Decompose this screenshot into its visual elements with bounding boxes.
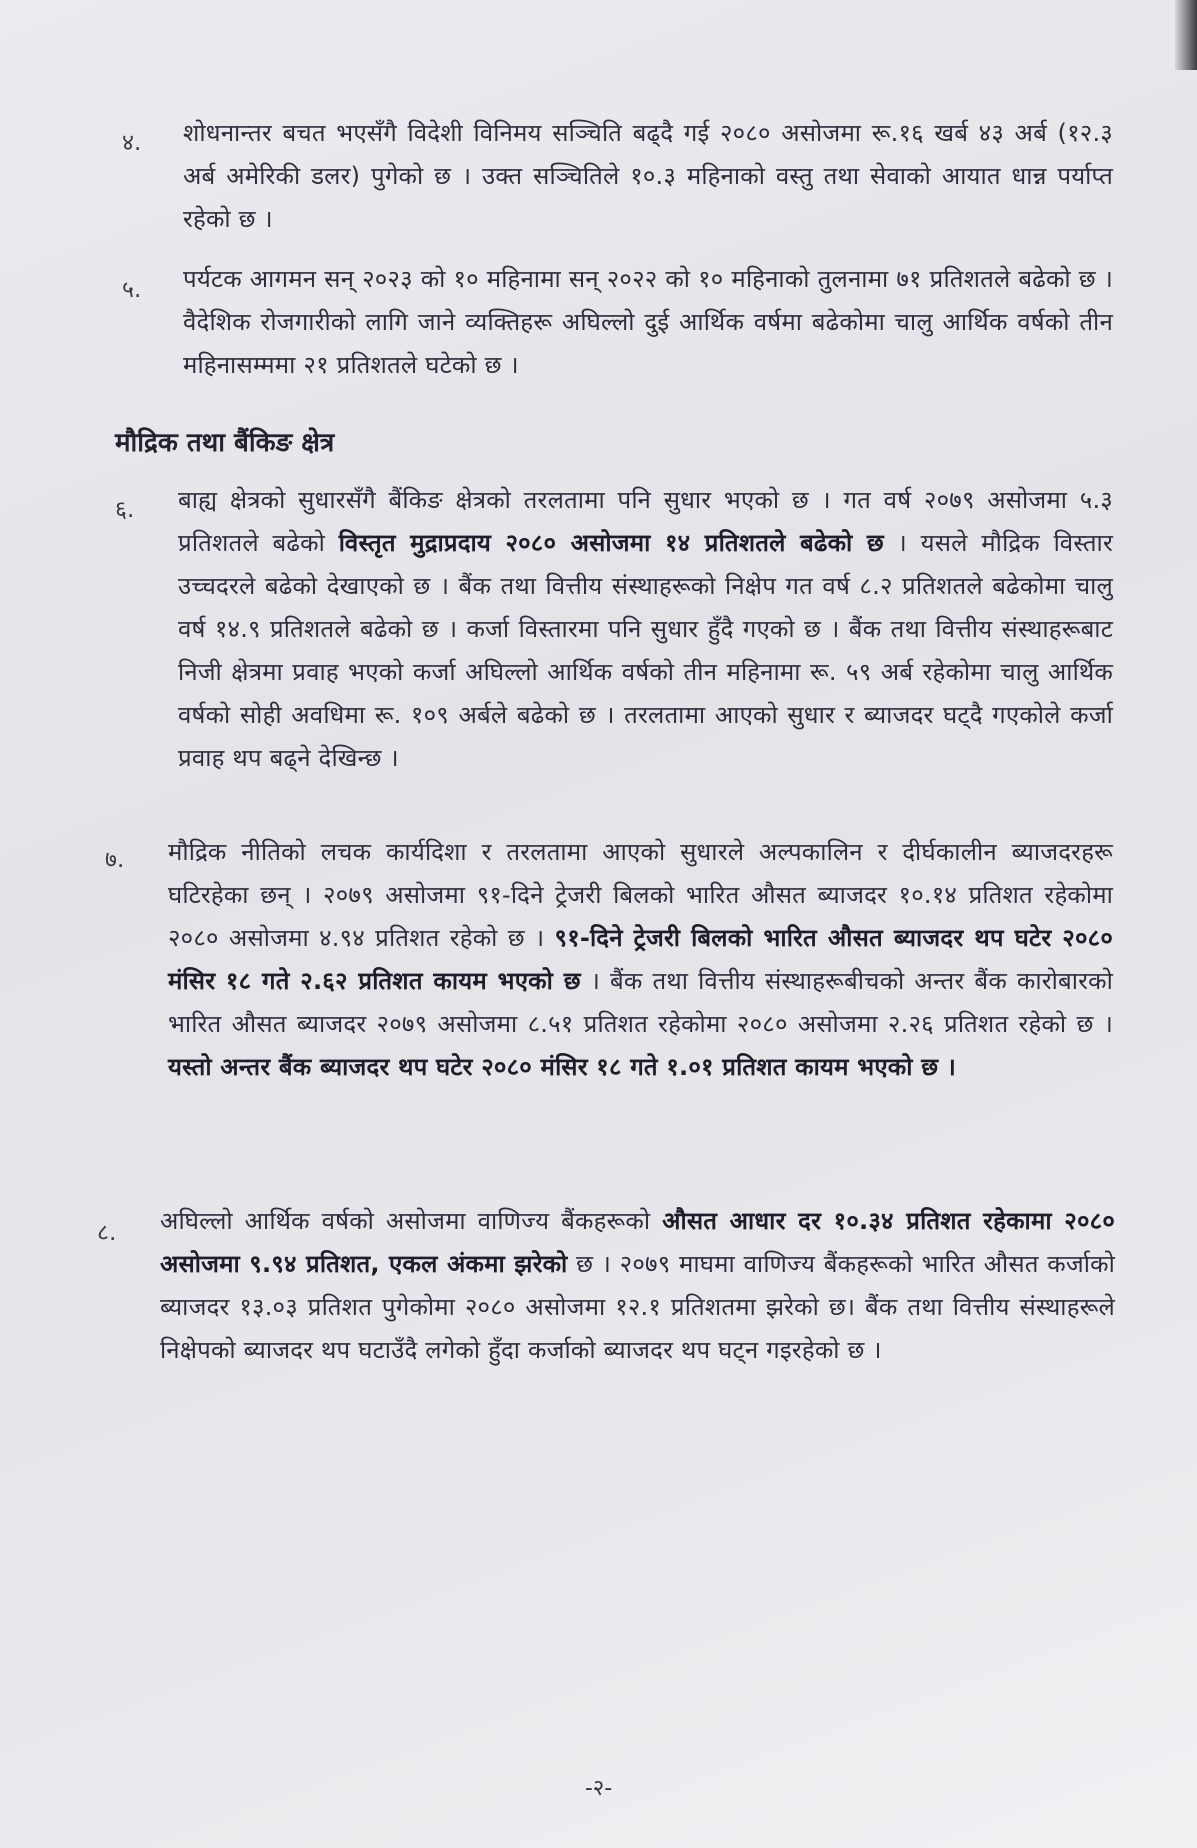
item-number-7: ७. xyxy=(105,847,125,873)
item-number-6: ६. xyxy=(115,497,135,523)
paragraph-bold-text: औसत आधार दर १०.३४ प्रतिशत रहेकामा २०८० असोजमा ९.९४ प्रतिशत, एकल अंकमा झरेको xyxy=(160,1207,1115,1278)
paragraph-8 xyxy=(160,1200,1115,1372)
item-number-5: ५. xyxy=(122,277,142,303)
paragraph-text: शोधनान्तर बचत भएसँगै विदेशी विनिमय सञ्चिति बढ्दै गई २०८० असोजमा रू.१६ खर्ब ४३ अर्ब (१२.३ अर्ब अमेरिकी डलर) पुगेको छ । उक्त सञ्चितिले १०.३ महिनाको वस्तु तथा सेवाको आयात धान्न पर्याप्त रहेको छ । xyxy=(183,119,1113,233)
section-heading: मौद्रिक तथा बैंकिङ क्षेत्र xyxy=(115,428,335,458)
paragraph-6 xyxy=(178,479,1113,780)
page-number: -२- xyxy=(584,1776,613,1801)
paragraph-text: । यसले मौद्रिक विस्तार उच्चदरले बढेको देखाएको छ । बैंक तथा वित्तीय संस्थाहरूको निक्षेप गत वर्ष ८.२ प्रतिशतले बढेकोमा चालु वर्ष १४.९ प्रतिशतले बढेको छ । कर्जा विस्तारमा पनि सुधार हुँदै गएको छ । बैंक तथा वित्तीय संस्थाहरूबाट निजी क्षेत्रमा प्रवाह भएको कर्जा अघिल्लो आर्थिक वर्षको तीन महिनामा रू. ५९ अर्ब रहेकोमा चालु आर्थिक वर्षको सोही अवधिमा रू. १०९ अर्बले बढेको छ । तरलतामा आएको सुधार र ब्याजदर घट्दै गएकोले कर्जा प्रवाह थप बढ्ने देखिन्छ । xyxy=(178,529,1113,772)
paragraph-bold-text: ९१-दिने ट्रेजरी बिलको भारित औसत ब्याजदर थप घटेर २०८० मंसिर १८ गते २.६२ प्रतिशत कायम भएको छ xyxy=(168,924,1113,995)
paragraph-bold-text: यस्तो अन्तर बैंक ब्याजदर थप घटेर २०८० मंसिर १८ गते १.०१ प्रतिशत कायम भएको छ । xyxy=(168,1053,957,1081)
item-number-4: ४. xyxy=(122,130,142,156)
paragraph-text: छ । २०७९ माघमा वाणिज्य बैंकहरूको भारित औसत कर्जाको ब्याजदर १३.०३ प्रतिशत पुगेकोमा २०८० असोजमा १२.१ प्रतिशतमा झरेको छ। बैंक तथा वित्तीय संस्थाहरूले निक्षेपको ब्याजदर थप घटाउँदै लगेको हुँदा कर्जाको ब्याजदर थप घट्न गइरहेको छ । xyxy=(160,1250,1115,1364)
paragraph-text: बाह्य क्षेत्रको सुधारसँगै बैंकिङ क्षेत्रको तरलतामा पनि सुधार भएको छ । गत वर्ष २०७९ असोजमा ५.३ प्रतिशतले बढेको xyxy=(178,486,1113,557)
paragraph-5 xyxy=(183,258,1113,387)
item-number-8: ८. xyxy=(97,1220,117,1246)
paragraph-text: मौद्रिक नीतिको लचक कार्यदिशा र तरलतामा आएको सुधारले अल्पकालिन र दीर्घकालीन ब्याजदरहरू घटिरहेका छन् । २०७९ असोजमा ९१-दिने ट्रेजरी बिलको भारित औसत ब्याजदर १०.१४ प्रतिशत रहेकोमा २०८० असोजमा ४.९४ प्रतिशत रहेको छ । xyxy=(168,838,1113,952)
paragraph-text: । बैंक तथा वित्तीय संस्थाहरूबीचको अन्तर बैंक कारोबारको भारित औसत ब्याजदर २०७९ असोजमा ८.५१ प्रतिशत रहेकोमा २०८० असोजमा २.२६ प्रतिशत रहेको छ । xyxy=(168,967,1113,1038)
paragraph-text: पर्यटक आगमन सन् २०२३ को १० महिनामा सन् २०२२ को १० महिनाको तुलनामा ७१ प्रतिशतले बढेको छ । वैदेशिक रोजगारीको लागि जाने व्यक्तिहरू अघिल्लो दुई आर्थिक वर्षमा बढेकोमा चालु आर्थिक वर्षको तीन महिनासम्ममा २१ प्रतिशतले घटेको छ । xyxy=(183,265,1113,379)
paragraph-bold-text: विस्तृत मुद्राप्रदाय २०८० असोजमा १४ प्रतिशतले बढेको छ xyxy=(338,529,884,557)
paragraph-4 xyxy=(183,112,1113,241)
paragraph-text: अघिल्लो आर्थिक वर्षको असोजमा वाणिज्य बैंकहरूको xyxy=(160,1207,663,1235)
paragraph-7 xyxy=(168,831,1113,1089)
